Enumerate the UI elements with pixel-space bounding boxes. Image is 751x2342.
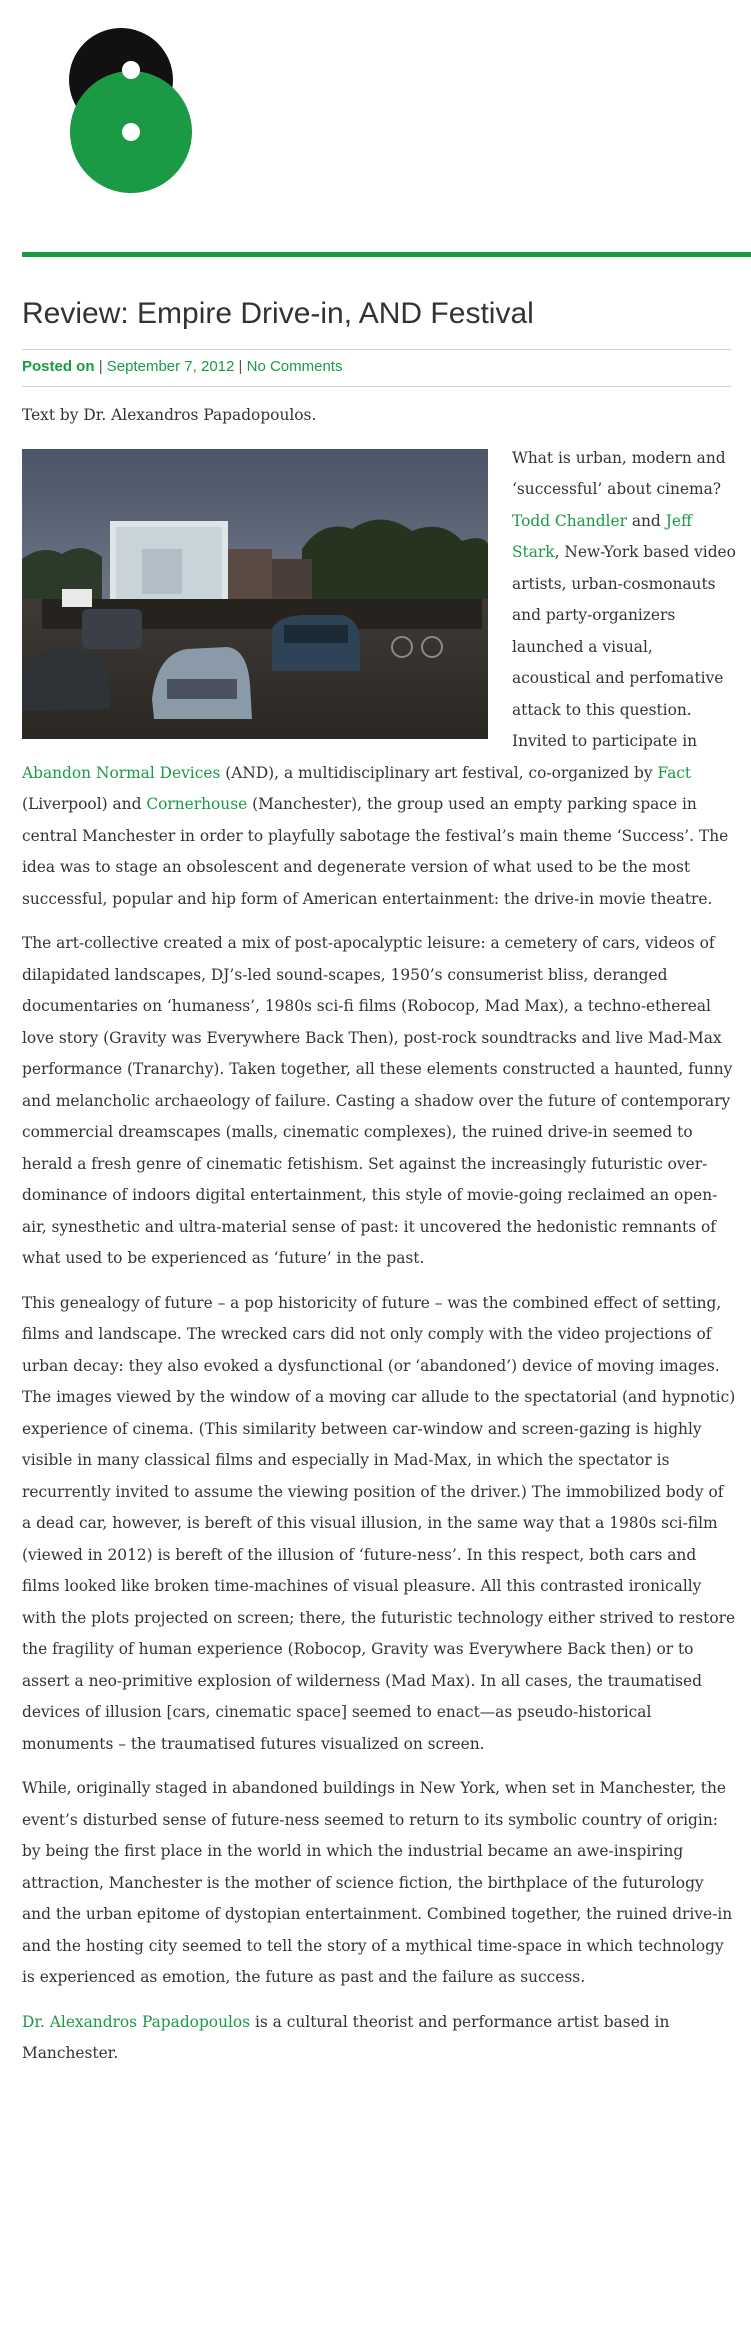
meta-divider — [22, 386, 731, 387]
todd-chandler-link[interactable]: Todd Chandler — [512, 511, 627, 530]
intro-text-6: (Manchester), the group used an empty parking space in central Manchester in order to playfully sabotage the festival’s main theme ‘Success’. The idea was to stage an obsolescent and degenerate version of what used to be the most successful, popular and hip form of American entertainment: the drive-in movie theatre. — [22, 795, 729, 908]
body-paragraph: The art-collective created a mix of post-apocalyptic leisure: a cemetery of cars, videos of dilapidated landscapes, DJ’s-led sound-scapes, 1950’s consumerist bliss, deranged documentaries on ‘humaness’, 1980s sci-fi films (Robocop, Mad Max), a techno-ethereal love story (Gravity was Everywhere Back Then), post-rock soundtracks and live Mad-Max performance (Tranarchy). Taken together, all these elements constructed a haunted, funny and melancholic archaeology of failure. Casting a shadow over the future of contemporary commercial dreamscapes (malls, cinematic complexes), the ruined drive-in seemed to herald a fresh genre of cinematic fetishism. Set against the increasingly futuristic over-dominance of indoors digital entertainment, this style of movie-going reclaimed an open-air, synesthetic and ultra-material sense of past: it uncovered the hedonistic remnants of what used to be experienced as ‘future’ in the past. — [22, 934, 733, 1267]
post-date-link[interactable]: September 7, 2012 — [106, 358, 235, 375]
abandon-normal-devices-link[interactable]: Abandon Normal Devices — [22, 763, 221, 782]
byline: Text by Dr. Alexandros Papadopoulos. — [22, 406, 317, 424]
intro-text-4: (AND), a multidisciplinary art festival, co-organized by — [220, 763, 658, 782]
posted-on-label: Posted on — [22, 358, 95, 375]
intro-text-1: What is urban, modern and ‘successful’ about cinema? — [512, 448, 726, 498]
cornerhouse-link[interactable]: Cornerhouse — [146, 795, 248, 813]
post-content — [22, 400, 736, 2070]
photo-image — [22, 449, 488, 739]
header-divider — [22, 252, 751, 257]
author-bio-text: is a cultural theorist and performance artist based in Manchester. — [22, 2012, 670, 2062]
comments-link[interactable]: No Comments — [246, 358, 343, 375]
site-logo[interactable] — [68, 20, 194, 196]
drive-in-photo — [22, 449, 488, 739]
post-meta — [22, 356, 342, 378]
meta-separator: | — [98, 358, 103, 375]
post-title[interactable]: Review: Empire Drive-in, AND Festival — [22, 297, 534, 330]
intro-text-2: and — [626, 511, 666, 530]
body-paragraph: While, originally staged in abandoned buildings in New York, when set in Manchester, the event’s disturbed sense of future-ness seemed to return to its symbolic country of origin: by being the first place in the world in which the industrial became an awe-inspiring attraction, Manchester is the mother of science fiction, the birthplace of the futurology and the urban epitome of dystopian entertainment. Combined together, the ruined drive-in and the hosting city seemed to tell the story of a mythical time-space in which technology is experienced as emotion, the future as past and the failure as success. — [22, 1779, 733, 1986]
jeff-stark-link[interactable]: Jeff Stark — [512, 511, 692, 561]
title-divider — [22, 349, 731, 350]
intro-text-5: (Liverpool) and — [22, 795, 147, 813]
author-link[interactable]: Dr. Alexandros Papadopoulos — [22, 2012, 251, 2031]
body-paragraph: This genealogy of future – a pop historicity of future – was the combined effect of setting, films and landscape. The wrecked cars did not only comply with the video projections of urban decay: they also evoked a dysfunctional (or ‘abandoned’) device of moving images. The images viewed by the window of a moving car allude to the spectatorial (and hypnotic) experience of cinema. (This similarity between car-window and screen-gazing is highly visible in many classical films and especially in Mad-Max, in which the spectator is recurrently invited to assume the viewing position of the driver.) The immobilized body of a dead car, however, is bereft of this visual illusion, in the same way that a 1980s sci-film (viewed in 2012) is bereft of the illusion of ‘future-ness’. In this respect, both cars and films looked like broken time-machines of visual pleasure. All this contrasted ironically with the plots projected on screen; there, the futuristic technology either strived to restore the fragility of human experience (Robocop, Gravity was Everywhere Back then) or to assert a neo-primitive explosion of wilderness (Mad Max). In all cases, the traumatised devices of illusion [cars, cinematic space] seemed to enact—as pseudo-historical monuments – the traumatised futures visualized on screen. — [22, 1293, 736, 1753]
intro-text-3: , New-York based video artists, urban-cosmonauts and party-organizers launched a visual, acoustical and perfomative attack to this question. Invited to participate in — [512, 543, 736, 750]
author-bio — [22, 2007, 736, 2070]
meta-separator: | — [238, 358, 243, 375]
record-logo-icon — [68, 20, 194, 196]
fact-link[interactable]: Fact — [657, 763, 692, 782]
